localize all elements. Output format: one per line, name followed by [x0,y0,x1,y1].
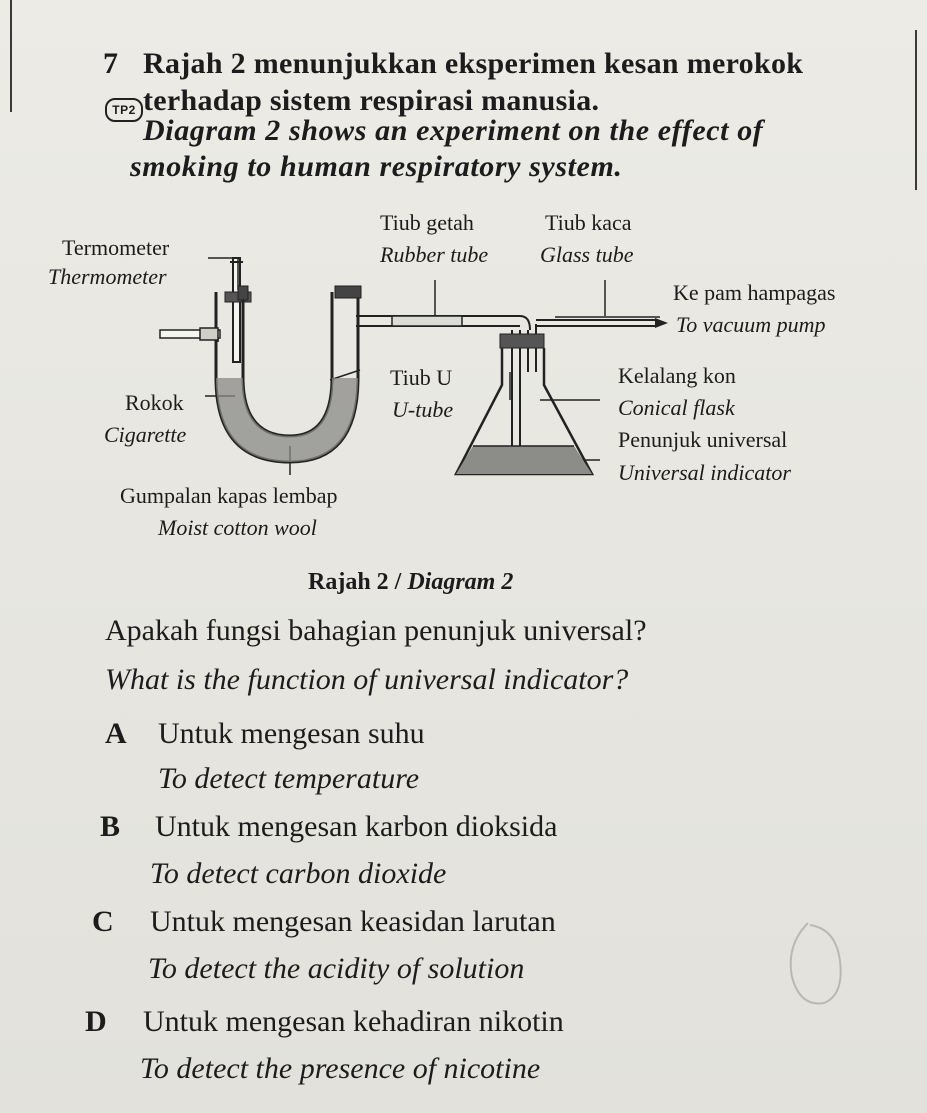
option-d-ms: Untuk mengesan kehadiran nikotin [143,1005,564,1038]
stem-ms-line2: terhadap sistem respirasi manusia. [143,84,600,117]
label-cotton-en: Moist cotton wool [158,515,317,540]
label-indicator-en: Universal indicator [618,460,791,485]
option-c-en: To detect the acidity of solution [148,952,525,985]
label-glass-tube-en: Glass tube [540,242,634,267]
pencil-mark [780,915,850,1015]
option-a-ms: Untuk mengesan suhu [158,717,425,750]
label-glass-tube-ms: Tiub kaca [545,210,632,235]
label-rubber-tube-en: Rubber tube [380,242,489,267]
label-indicator-ms: Penunjuk universal [618,427,788,452]
option-a-letter: A [105,717,127,750]
label-cigarette-ms: Rokok [125,390,184,415]
label-vacuum-ms: Ke pam hampagas [673,280,836,305]
option-a-en: To detect temperature [158,762,420,795]
stem-en-line2: smoking to human respiratory system. [130,150,623,183]
diagram-caption [308,569,513,596]
label-flask-ms: Kelalang kon [618,363,736,388]
caption-ms: Rajah 2 / [308,569,402,595]
question-number: 7 [103,47,118,80]
label-flask-en: Conical flask [618,395,735,420]
label-cigarette-en: Cigarette [104,422,187,447]
tp-level-badge: TP2 [105,98,143,122]
option-d-en: To detect the presence of nicotine [140,1052,541,1085]
conical-flask-drawing [456,334,592,474]
option-b-en: To detect carbon dioxide [150,857,447,890]
label-vacuum-en: To vacuum pump [676,312,826,337]
option-c-letter: C [92,905,114,938]
stem-en-line1: Diagram 2 shows an experiment on the effect of [143,114,764,147]
stem-ms-line1: Rajah 2 menunjukkan eksperimen kesan merokok [143,47,804,80]
option-c-ms: Untuk mengesan keasidan larutan [150,905,556,938]
option-b-ms: Untuk mengesan karbon dioksida [155,810,558,843]
label-utube-en: U-tube [392,397,454,422]
cigarette-drawing [160,328,220,340]
label-thermometer-en: Thermometer [48,264,167,289]
label-thermometer-ms: Termometer [62,235,170,260]
prompt-ms: Apakah fungsi bahagian penunjuk universal? [105,614,647,647]
label-utube-ms: Tiub U [390,365,453,390]
option-b-letter: B [100,810,121,843]
label-cotton-ms: Gumpalan kapas lembap [120,483,338,508]
caption-en: Diagram 2 [407,569,514,595]
option-d-letter: D [85,1005,107,1038]
label-rubber-tube-ms: Tiub getah [380,210,474,235]
prompt-en: What is the function of universal indicator? [105,663,629,696]
